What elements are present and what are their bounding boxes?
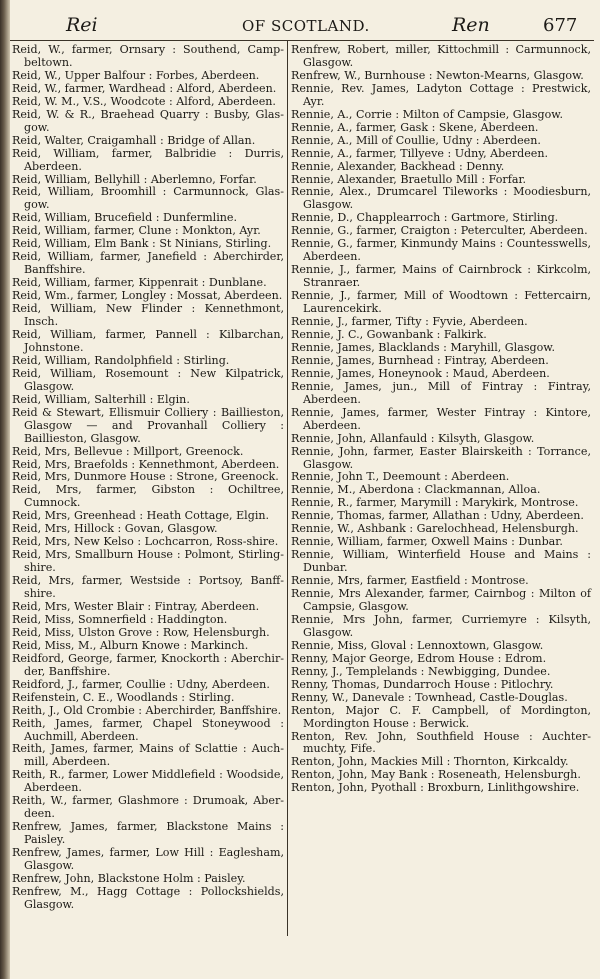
directory-entry: Reid, Wm., farmer, Longley : Mossat, Aberdeen. [12,289,283,303]
directory-entry: Rennie, John, farmer, Easter Blairskeith : Torrance, Glasgow. [291,444,591,471]
directory-entry: Reid, Mrs, farmer, Westside : Portsoy, Banffshire. [12,574,284,601]
directory-entry: Reith, R., farmer, Lower Middlefield : Woodside, Aberdeen. [12,768,284,795]
page-number: 677 [543,15,578,36]
directory-entry: Reid, William, Rosemount : New Kilpatrick, Glasgow. [12,366,284,393]
directory-entry: Reid, W., Upper Balfour : Forbes, Aberdeen. [12,68,260,82]
header-rule [10,40,594,41]
directory-entry: Rennie, A., Mill of Coullie, Udny : Aberdeen. [291,133,541,147]
directory-entry: Reid, W., farmer, Wardhead : Alford, Aberdeen. [12,81,277,95]
directory-entry: Rennie, William, farmer, Oxwell Mains : Dunbar. [291,535,563,549]
directory-entry: Reith, W., farmer, Glashmore : Drumoak, Aberdeen. [12,794,284,821]
directory-entry: Rennie, A., Corrie : Milton of Campsie, Glasgow. [291,107,564,121]
directory-entry: Reidford, J., farmer, Coullie : Udny, Aberdeen. [12,677,270,691]
directory-entry: Reid, Mrs, Bellevue : Millport, Greenock. [12,444,244,458]
directory-entry: Reid, W. & R., Braehead Quarry : Busby, Glasgow. [12,107,284,134]
directory-entry: Reid, Mrs, Braefolds : Kennethmont, Aberdeen. [12,457,280,471]
directory-entry: Rennie, M., Aberdona : Clackmannan, Alloa. [291,483,541,497]
directory-entry: Rennie, G., farmer, Kinmundy Mains : Countesswells, Aberdeen. [291,237,591,264]
directory-entry: Reid, Walter, Craigamhall : Bridge of Allan. [12,133,256,147]
directory-entry: Reid, William, Randolphfield : Stirling. [12,353,230,367]
directory-entry: Reid, Mrs, Hillock : Govan, Glasgow. [12,522,218,536]
directory-entry: Renfrew, James, farmer, Low Hill : Eaglesham, Glasgow. [12,846,284,873]
directory-entry: Renny, Major George, Edrom House : Edrom. [291,651,547,665]
directory-entry: Rennie, A., farmer, Tillyeve : Udny, Aberdeen. [291,146,549,160]
directory-entry: Reith, James, farmer, Mains of Sclattie : Auchmill, Aberdeen. [12,742,284,769]
directory-entry: Reid, William, farmer, Kippenrait : Dunblane. [12,276,267,290]
directory-entry: Rennie, John, Allanfauld : Kilsyth, Glasgow. [291,431,535,445]
directory-entry: Renton, John, Mackies Mill : Thornton, Kirkcaldy. [291,755,569,769]
directory-entry: Reid, William, Salterhill : Elgin. [12,392,190,406]
directory-entry: Renton, Major C. F. Campbell, of Mordington, Mordington House : Berwick. [291,703,591,730]
right-column [291,44,591,795]
directory-entry: Rennie, W., Ashbank : Garelochhead, Helensburgh. [291,522,579,536]
directory-entry: Rennie, Mrs, farmer, Eastfield : Montrose. [291,574,529,588]
directory-entry: Reith, James, farmer, Chapel Stoneywood : Auchmill, Aberdeen. [12,716,284,743]
directory-entry: Renfrew, John, Blackstone Holm : Paisley. [12,872,246,885]
directory-entry: Reid, Mrs, New Kelso : Lochcarron, Ross-shire. [12,535,279,549]
binding-gutter [0,0,10,979]
directory-entry: Rennie, Alexander, Braetullo Mill : Forfar. [291,172,527,186]
directory-entry: Renfrew, W., Burnhouse : Newton-Mearns, Glasgow. [291,68,584,82]
directory-entry: Rennie, J., farmer, Mains of Cairnbrock : Kirkcolm, Stranraer. [291,263,591,290]
directory-entry: Reid, Mrs, farmer, Gibston : Ochiltree, Cumnock. [12,483,284,510]
directory-entry: Renton, John, May Bank : Roseneath, Helensburgh. [291,768,581,782]
header-range-end: Ren [452,14,490,36]
directory-entry: Rennie, Mrs John, farmer, Curriemyre : Kilsyth, Glasgow. [291,612,591,639]
directory-entry: Renton, Rev. John, Southfield House : Auchtermuchty, Fife. [291,729,591,756]
directory-entry: Rennie, James, farmer, Wester Fintray : Kintore, Aberdeen. [291,405,591,432]
directory-entry: Reid, William, Broomhill : Carmunnock, Glasgow. [12,185,284,212]
directory-entry: Reid, William, farmer, Clune : Monkton, Ayr. [12,224,261,238]
left-column [12,44,284,912]
directory-entry: Rennie, J., farmer, Mill of Woodtown : Fettercairn, Laurencekirk. [291,289,591,316]
directory-entry: Reid, William, farmer, Pannell : Kilbarchan, Johnstone. [12,327,284,354]
directory-entry: Rennie, Rev. James, Ladyton Cottage : Prestwick, Ayr. [291,81,591,108]
directory-entry: Reid, William, Elm Bank : St Ninians, Stirling. [12,237,272,251]
directory-entry: Reid, W., farmer, Ornsary : Southend, Campbeltown. [12,43,284,69]
directory-entry: Renfrew, M., Hagg Cottage : Pollockshields, Glasgow. [12,884,284,911]
directory-entry: Reid, Mrs, Wester Blair : Fintray, Aberdeen. [12,599,260,613]
column-divider [287,41,288,936]
directory-entry: Reid, William, New Flinder : Kennethmont, Insch. [12,302,284,329]
directory-entry: Rennie, Mrs Alexander, farmer, Cairnbog : Milton of Campsie, Glasgow. [291,587,591,613]
directory-entry: Rennie, R., farmer, Marymill : Marykirk, Montrose. [291,496,579,510]
directory-entry: Reid, W. M., V.S., Woodcote : Alford, Aberdeen. [12,94,276,108]
directory-entry: Reifenstein, C. E., Woodlands : Stirling. [12,690,235,704]
directory-entry: Reid, William, Brucefield : Dunfermline. [12,211,238,225]
directory-entry: Rennie, Alex., Drumcarel Tileworks : Moodiesburn, Glasgow. [291,185,591,212]
directory-entry: Reid, Mrs, Greenhead : Heath Cottage, Elgin. [12,509,270,523]
directory-entry: Renny, J., Templelands : Newbigging, Dundee. [291,664,551,678]
directory-entry: Rennie, Alexander, Backhead : Denny. [291,159,505,173]
directory-entry: Rennie, James, Burnhead : Fintray, Aberdeen. [291,353,549,367]
directory-entry: Rennie, A., farmer, Gask : Skene, Aberdeen. [291,120,539,134]
directory-entry: Rennie, James, Honeynook : Maud, Aberdeen. [291,366,550,380]
directory-entry: Renny, Thomas, Dundarroch House : Pitlochry. [291,677,554,691]
directory-entry: Rennie, John T., Deemount : Aberdeen. [291,470,510,484]
directory-entry: Renfrew, James, farmer, Blackstone Mains : Paisley. [12,820,284,847]
header-range-start: Rei [66,14,98,36]
directory-entry: Rennie, G., farmer, Craigton : Peterculter, Aberdeen. [291,224,588,238]
directory-entry: Reid & Stewart, Ellismuir Colliery : Baillieston, Glasgow — and Provanhall Colliery : Baillieston, Glasgow. [12,405,284,445]
directory-entry: Reid, Miss, M., Alburn Knowe : Markinch. [12,638,249,652]
directory-entry: Reid, William, farmer, Janefield : Aberchirder, Banffshire. [12,250,284,277]
directory-entry: Reid, William, Bellyhill : Aberlemno, Forfar. [12,172,257,186]
directory-entry: Reid, Mrs, Smallburn House : Polmont, Stirlingshire. [12,548,284,575]
header-title: OF SCOTLAND. [242,17,370,35]
directory-entry: Reith, J., Old Crombie : Aberchirder, Banffshire. [12,703,282,717]
directory-entry: Renton, John, Pyothall : Broxburn, Linlithgowshire. [291,781,580,795]
directory-entry: Rennie, D., Chapplearroch : Gartmore, Stirling. [291,211,559,225]
directory-entry: Renfrew, Robert, miller, Kittochmill : Carmunnock, Glasgow. [291,43,591,69]
directory-entry: Rennie, Miss, Gloval : Lennoxtown, Glasgow. [291,638,544,652]
directory-entry: Rennie, Thomas, farmer, Allathan : Udny, Aberdeen. [291,509,584,523]
directory-entry: Rennie, James, jun., Mill of Fintray : Fintray, Aberdeen. [291,379,591,406]
directory-entry: Reid, Miss, Somnerfield : Haddington. [12,612,228,626]
directory-entry: Reid, Mrs, Dunmore House : Strone, Greenock. [12,470,279,484]
directory-entry: Reid, Miss, Ulston Grove : Row, Helensburgh. [12,625,270,639]
directory-entry: Rennie, William, Winterfield House and Mains : Dunbar. [291,548,591,575]
directory-entry: Renny, W., Danevale : Townhead, Castle-Douglas. [291,690,568,704]
directory-entry: Rennie, James, Blacklands : Maryhill, Glasgow. [291,340,555,354]
directory-entry: Reidford, George, farmer, Knockorth : Aberchirder, Banffshire. [12,651,284,678]
directory-entry: Reid, William, farmer, Balbridie : Durris, Aberdeen. [12,146,284,173]
directory-entry: Rennie, J., farmer, Tifty : Fyvie, Aberdeen. [291,315,528,329]
directory-entry: Rennie, J. C., Gowanbank : Falkirk. [291,327,487,341]
running-header [14,14,594,38]
